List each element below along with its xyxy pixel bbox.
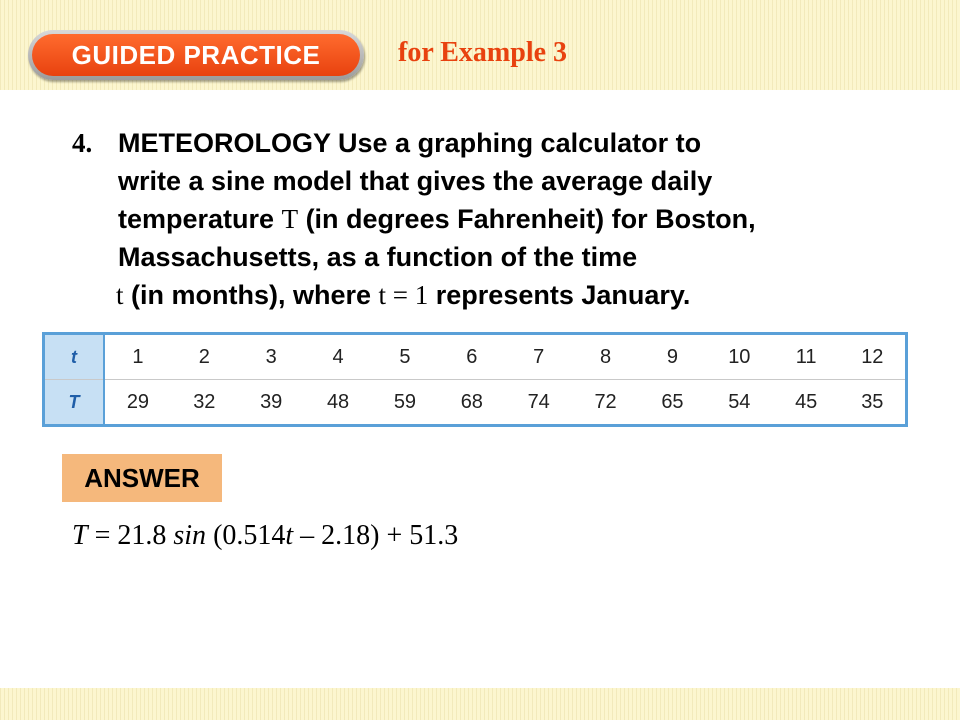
guided-practice-badge-inner xyxy=(32,34,360,76)
question-text-fragment: temperature xyxy=(118,204,282,234)
table-row-t xyxy=(44,334,907,380)
table-cell: 4 xyxy=(305,334,372,380)
table-cell: 11 xyxy=(773,334,840,380)
table-cell: 10 xyxy=(706,334,773,380)
table-cell: 65 xyxy=(661,390,684,413)
answer-badge xyxy=(62,454,222,502)
question-text xyxy=(118,124,908,314)
guided-practice-badge xyxy=(28,30,364,80)
footer-band xyxy=(0,688,960,720)
table-cell: 59 xyxy=(393,390,417,413)
variable-T: T xyxy=(281,204,299,234)
table-cell: 8 xyxy=(572,334,639,380)
question-line-1: METEOROLOGY Use a graphing calculator to xyxy=(118,128,702,158)
variable-t: t xyxy=(378,280,387,310)
row-label-T: T xyxy=(44,380,105,426)
table-cell: 72 xyxy=(594,390,617,413)
question-text-fragment: (in degrees Fahrenheit) for Boston, xyxy=(298,204,756,234)
answer-label: ANSWER xyxy=(84,462,200,493)
equation-part: – 2.18) + 51.3 xyxy=(293,520,459,551)
table-cell: 54 xyxy=(728,390,751,413)
table-cell: 2 xyxy=(171,334,238,380)
equation-lhs: T xyxy=(72,520,88,551)
table-cell: 12 xyxy=(840,334,907,380)
table-cell: 9 xyxy=(639,334,706,380)
row-label-t: t xyxy=(44,334,105,380)
question-line-4: Massachusetts, as a function of the time xyxy=(118,242,638,272)
table-cell: 7 xyxy=(505,334,572,380)
table-cell: 32 xyxy=(193,390,216,413)
question-text-fragment: represents January. xyxy=(428,280,691,310)
temperature-table xyxy=(42,332,908,427)
question-line-5 xyxy=(116,276,908,314)
table-cell: 35 xyxy=(861,390,884,413)
equation-part: = 21.8 xyxy=(87,520,174,551)
table-row-T xyxy=(44,380,907,426)
question-text-fragment: (in months), where xyxy=(123,280,379,310)
question-line-2: write a sine model that gives the average daily xyxy=(118,166,713,196)
guided-practice-label: GUIDED PRACTICE xyxy=(71,39,321,70)
equation-sin: sin xyxy=(173,520,207,551)
equation-part: (0.514 xyxy=(206,520,286,551)
equation-variable-t: t xyxy=(285,520,294,551)
question-number: 4. xyxy=(72,128,93,158)
table-cell: 39 xyxy=(260,390,283,413)
table-cell: 48 xyxy=(326,390,350,413)
example-reference: for Example 3 xyxy=(398,37,568,68)
equals-one: = 1 xyxy=(386,280,429,310)
table-cell: 45 xyxy=(795,390,818,413)
answer-equation xyxy=(72,520,458,552)
table-cell: 5 xyxy=(372,334,439,380)
variable-t: t xyxy=(116,280,124,310)
table-cell: 3 xyxy=(238,334,305,380)
table-cell: 29 xyxy=(126,390,150,413)
question-line-3 xyxy=(118,200,908,238)
table-cell: 1 xyxy=(104,334,171,380)
table-cell: 74 xyxy=(527,390,550,413)
table-cell: 68 xyxy=(460,390,483,413)
table-cell: 6 xyxy=(438,334,505,380)
